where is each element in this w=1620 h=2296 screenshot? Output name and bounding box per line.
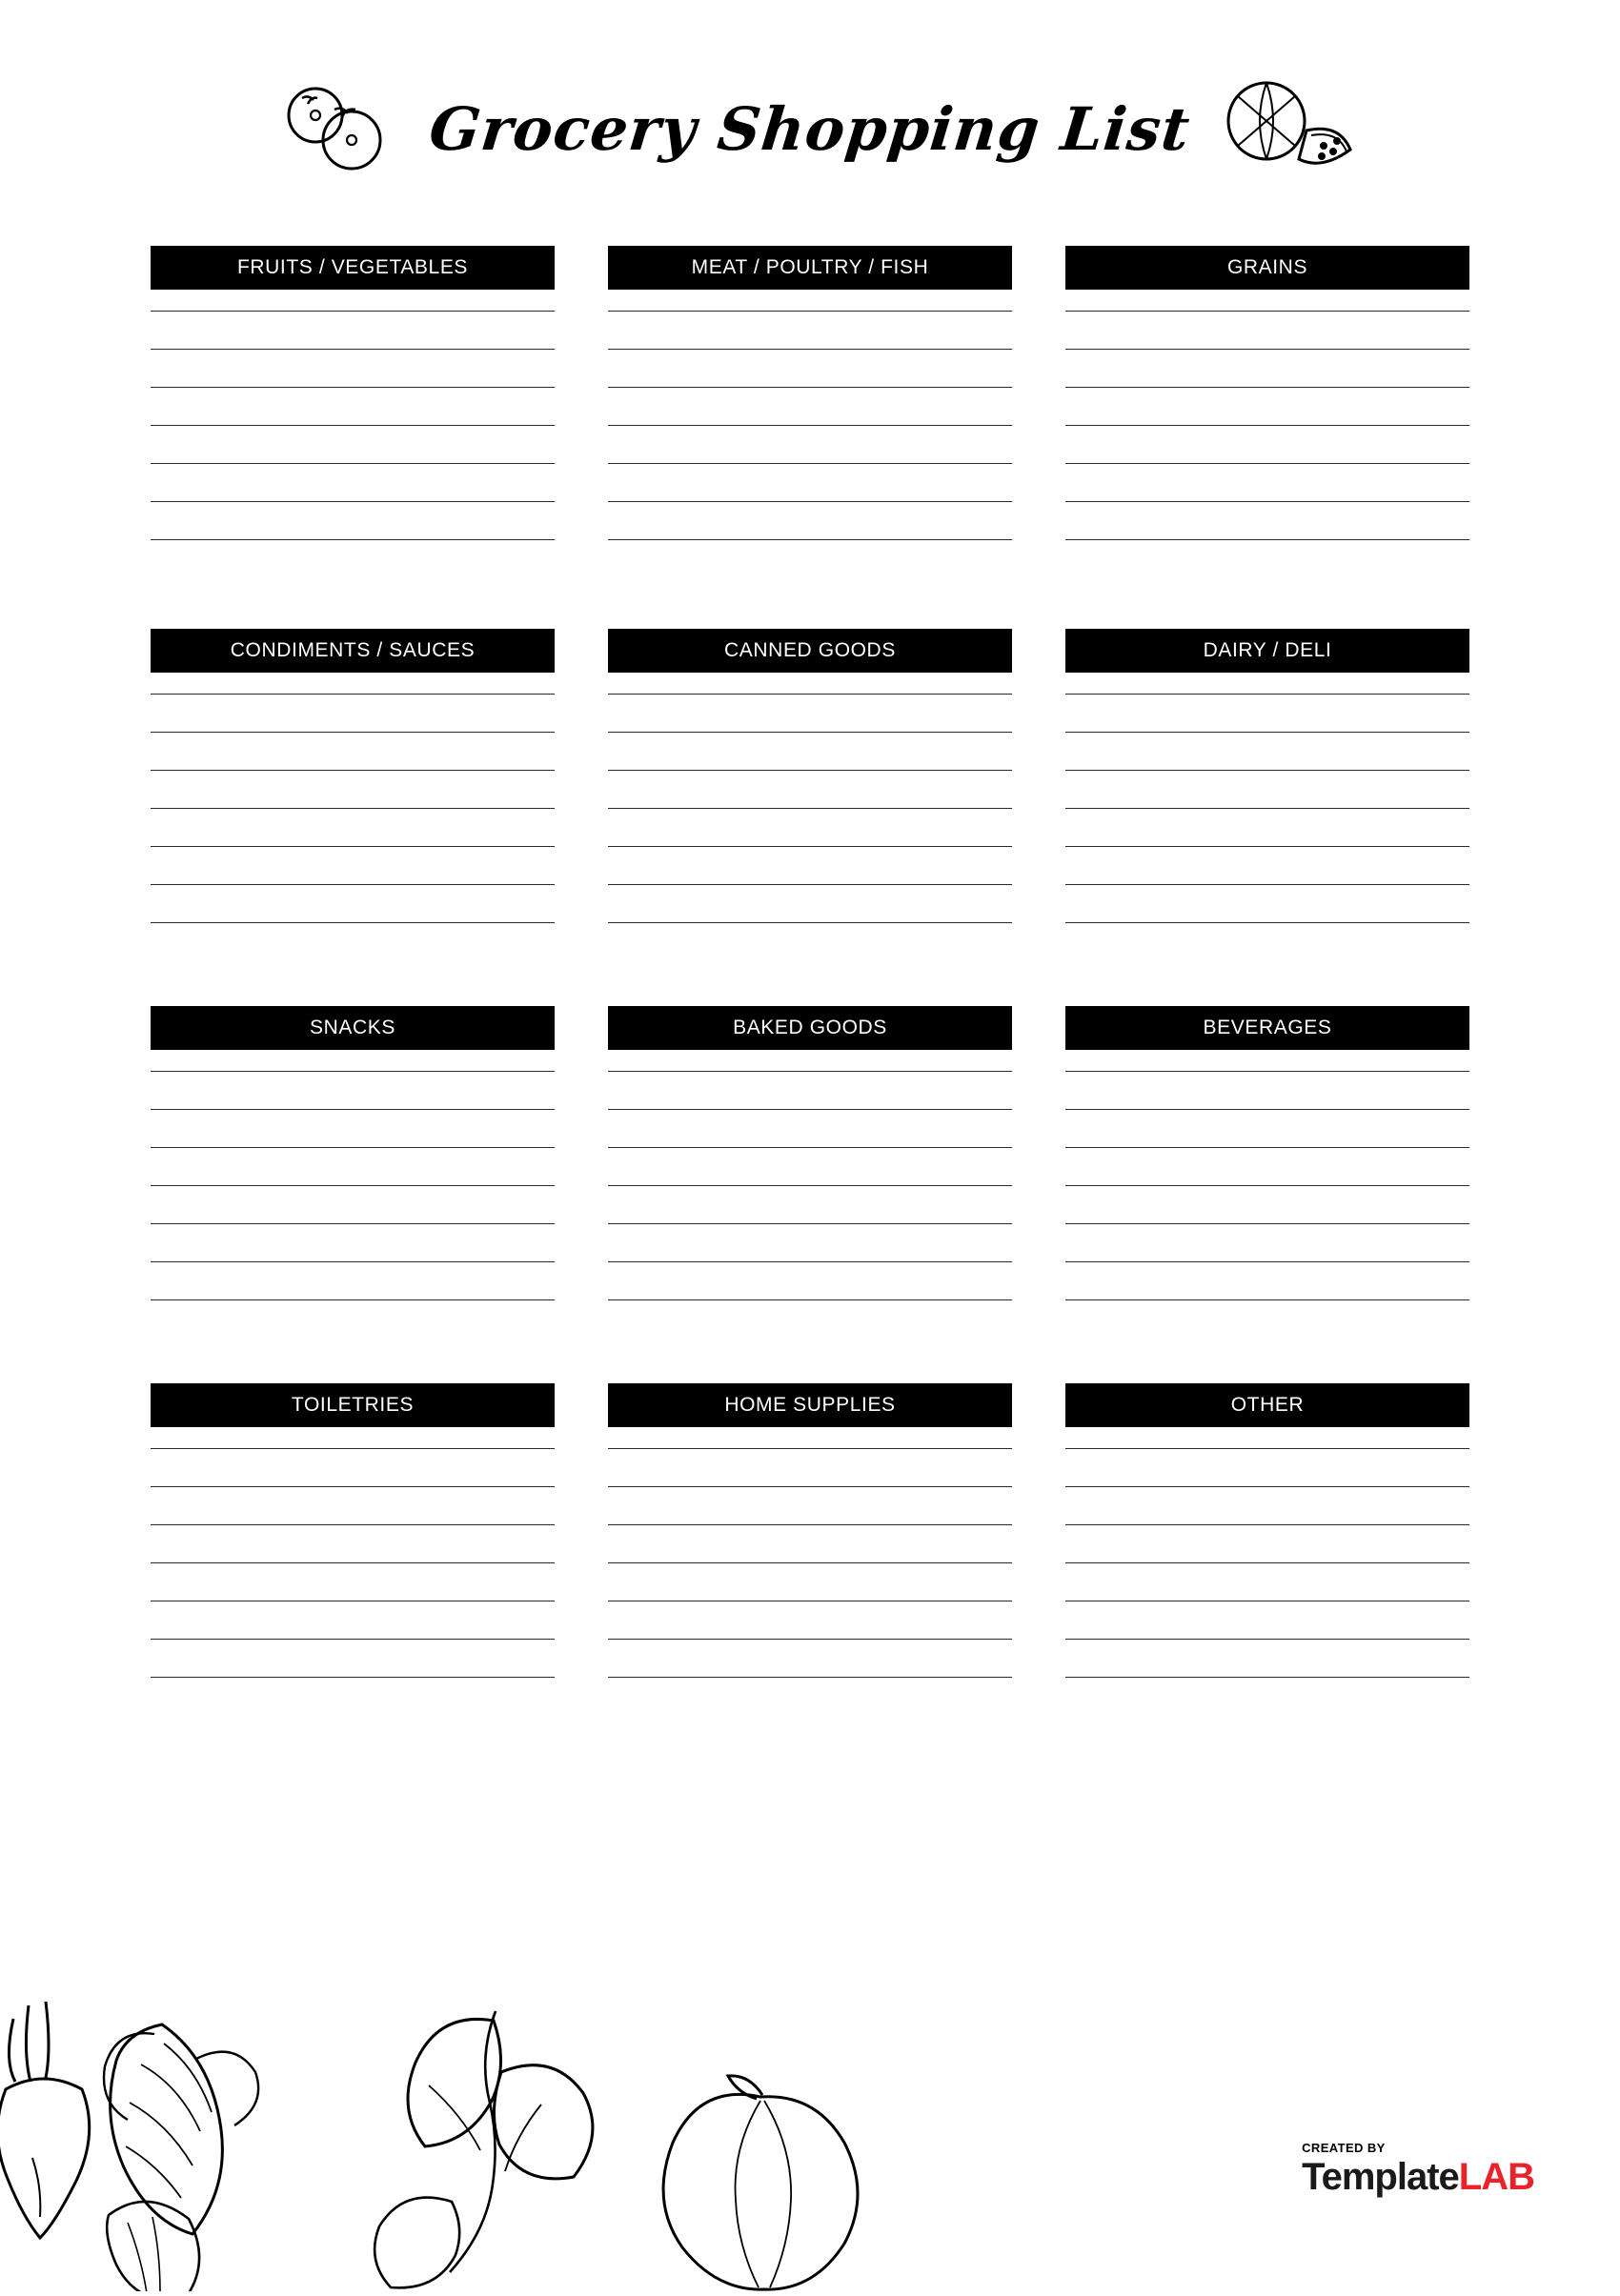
write-line[interactable] (608, 922, 1012, 923)
write-line[interactable] (1065, 1562, 1469, 1563)
category-block-other (1065, 1383, 1469, 1715)
write-line[interactable] (1065, 808, 1469, 809)
category-header: HOME SUPPLIES (608, 1383, 1012, 1427)
write-line[interactable] (608, 694, 1012, 695)
write-line[interactable] (1065, 770, 1469, 771)
category-header: FRUITS / VEGETABLES (151, 246, 555, 290)
write-lines[interactable] (1065, 1448, 1469, 1678)
write-line[interactable] (151, 1486, 555, 1487)
write-line[interactable] (1065, 922, 1469, 923)
write-line[interactable] (1065, 694, 1469, 695)
write-line[interactable] (608, 1448, 1012, 1449)
write-line[interactable] (151, 1109, 555, 1110)
category-grid (151, 246, 1469, 1715)
write-line[interactable] (608, 539, 1012, 540)
category-block-beverages (1065, 1006, 1469, 1338)
logo-template-text: Template (1302, 2156, 1459, 2198)
write-lines[interactable] (1065, 1071, 1469, 1300)
write-line[interactable] (608, 387, 1012, 388)
write-line[interactable] (608, 425, 1012, 426)
write-lines[interactable] (608, 1071, 1012, 1300)
write-line[interactable] (1065, 1071, 1469, 1072)
category-block-canned-goods (608, 629, 1012, 960)
write-line[interactable] (608, 846, 1012, 847)
leafy-greens-icon (375, 2011, 593, 2287)
write-line[interactable] (151, 349, 555, 350)
write-line[interactable] (151, 1071, 555, 1072)
category-block-fruits-vegetables (151, 246, 555, 577)
write-line[interactable] (151, 1185, 555, 1186)
category-block-snacks (151, 1006, 555, 1338)
category-block-home-supplies (608, 1383, 1012, 1715)
vegetable-decorations (0, 1977, 943, 2291)
write-line[interactable] (1065, 1448, 1469, 1449)
write-line[interactable] (1065, 425, 1469, 426)
write-lines[interactable] (1065, 694, 1469, 923)
write-line[interactable] (1065, 539, 1469, 540)
logo-wordmark (1302, 2158, 1534, 2196)
write-line[interactable] (151, 1147, 555, 1148)
write-line[interactable] (1065, 349, 1469, 350)
write-line[interactable] (1065, 1261, 1469, 1262)
melon-slice-icon (1217, 71, 1360, 186)
write-line[interactable] (608, 1562, 1012, 1563)
write-line[interactable] (1065, 1677, 1469, 1678)
write-line[interactable] (608, 501, 1012, 502)
write-line[interactable] (608, 1677, 1012, 1678)
write-lines[interactable] (608, 1448, 1012, 1678)
write-line[interactable] (151, 922, 555, 923)
write-line[interactable] (608, 463, 1012, 464)
write-line[interactable] (151, 808, 555, 809)
category-header: SNACKS (151, 1006, 555, 1050)
write-line[interactable] (151, 1524, 555, 1525)
write-lines[interactable] (151, 1071, 555, 1300)
write-line[interactable] (1065, 846, 1469, 847)
write-line[interactable] (1065, 387, 1469, 388)
category-header: BEVERAGES (1065, 1006, 1469, 1050)
pumpkin-icon (663, 2076, 858, 2289)
write-line[interactable] (151, 501, 555, 502)
category-block-baked-goods (608, 1006, 1012, 1338)
category-header: CONDIMENTS / SAUCES (151, 629, 555, 673)
write-line[interactable] (151, 1299, 555, 1300)
write-line[interactable] (1065, 732, 1469, 733)
write-line[interactable] (151, 1261, 555, 1262)
category-header: MEAT / POULTRY / FISH (608, 246, 1012, 290)
write-line[interactable] (608, 808, 1012, 809)
write-line[interactable] (151, 1639, 555, 1640)
write-line[interactable] (151, 1448, 555, 1449)
category-block-toiletries (151, 1383, 555, 1715)
category-block-meat-poultry-fish (608, 246, 1012, 577)
category-header: TOILETRIES (151, 1383, 555, 1427)
write-line[interactable] (608, 1261, 1012, 1262)
created-by-label: CREATED BY (1302, 2141, 1386, 2155)
page-title: Grocery Shopping List (426, 93, 1194, 164)
write-line[interactable] (1065, 463, 1469, 464)
write-line[interactable] (151, 425, 555, 426)
write-lines[interactable] (1065, 311, 1469, 540)
write-line[interactable] (1065, 1109, 1469, 1110)
write-line[interactable] (151, 463, 555, 464)
category-block-grains (1065, 246, 1469, 577)
write-lines[interactable] (151, 1448, 555, 1678)
write-line[interactable] (608, 349, 1012, 350)
write-line[interactable] (608, 1524, 1012, 1525)
write-line[interactable] (151, 387, 555, 388)
blueberries-icon (260, 71, 403, 186)
category-header: CANNED GOODS (608, 629, 1012, 673)
write-line[interactable] (151, 311, 555, 312)
corn-icon (104, 2024, 258, 2291)
write-line[interactable] (151, 1223, 555, 1224)
write-line[interactable] (1065, 1185, 1469, 1186)
write-line[interactable] (1065, 1223, 1469, 1224)
category-header: BAKED GOODS (608, 1006, 1012, 1050)
write-line[interactable] (151, 1677, 555, 1678)
write-line[interactable] (1065, 1147, 1469, 1148)
write-line[interactable] (608, 770, 1012, 771)
write-line[interactable] (608, 1639, 1012, 1640)
page-header (0, 57, 1620, 200)
write-line[interactable] (608, 732, 1012, 733)
write-line[interactable] (1065, 311, 1469, 312)
category-header: DAIRY / DELI (1065, 629, 1469, 673)
write-line[interactable] (608, 1185, 1012, 1186)
write-line[interactable] (608, 1147, 1012, 1148)
write-line[interactable] (1065, 884, 1469, 885)
category-header: OTHER (1065, 1383, 1469, 1427)
write-line[interactable] (151, 884, 555, 885)
write-lines[interactable] (608, 311, 1012, 540)
write-line[interactable] (151, 694, 555, 695)
write-line[interactable] (1065, 1486, 1469, 1487)
write-line[interactable] (1065, 1639, 1469, 1640)
write-line[interactable] (1065, 501, 1469, 502)
category-block-condiments-sauces (151, 629, 555, 960)
write-line[interactable] (151, 732, 555, 733)
write-lines[interactable] (151, 694, 555, 923)
write-line[interactable] (608, 1486, 1012, 1487)
write-line[interactable] (151, 846, 555, 847)
write-line[interactable] (151, 770, 555, 771)
write-line[interactable] (608, 1223, 1012, 1224)
write-lines[interactable] (151, 311, 555, 540)
write-line[interactable] (151, 1562, 555, 1563)
write-line[interactable] (608, 311, 1012, 312)
category-block-dairy-deli (1065, 629, 1469, 960)
logo-lab-text: LAB (1458, 2156, 1534, 2198)
write-line[interactable] (608, 1109, 1012, 1110)
write-line[interactable] (151, 539, 555, 540)
templatelab-logo (1302, 2142, 1534, 2196)
write-line[interactable] (1065, 1299, 1469, 1300)
write-lines[interactable] (608, 694, 1012, 923)
radish-icon (0, 2002, 90, 2238)
write-line[interactable] (608, 884, 1012, 885)
write-line[interactable] (1065, 1524, 1469, 1525)
write-line[interactable] (608, 1299, 1012, 1300)
write-line[interactable] (608, 1071, 1012, 1072)
category-header: GRAINS (1065, 246, 1469, 290)
